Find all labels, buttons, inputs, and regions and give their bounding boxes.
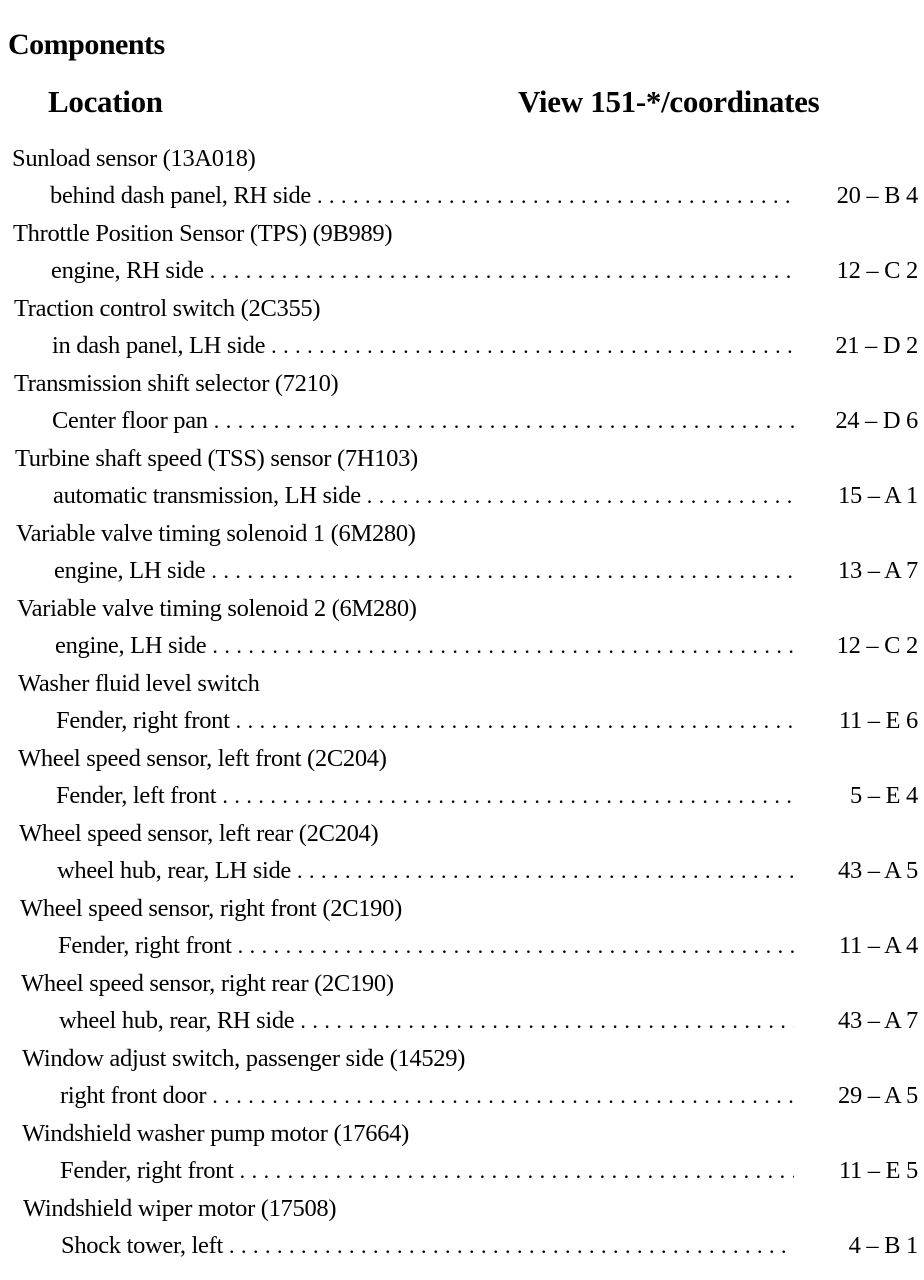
component-name: Washer fluid level switch [18, 670, 260, 697]
component-name: Traction control switch (2C355) [14, 295, 321, 322]
component-location-line [54, 555, 918, 587]
component-coordinate: 5 – E 4 [850, 782, 918, 809]
dot-leader [367, 480, 794, 512]
dot-leader [212, 630, 794, 662]
component-coordinate: 12 – C 2 [836, 257, 918, 284]
component-name: Variable valve timing solenoid 2 (6M280) [17, 595, 417, 622]
component-location: Center floor pan [52, 407, 208, 434]
component-location: in dash panel, LH side [52, 332, 266, 359]
dot-leader [222, 780, 794, 812]
component-location: Fender, right front [56, 707, 230, 734]
dot-leader [317, 180, 794, 212]
component-entry [0, 293, 924, 368]
component-coordinate: 12 – C 2 [836, 632, 918, 659]
component-location-line [60, 1080, 918, 1112]
component-name: Windshield washer pump motor (17664) [22, 1120, 409, 1147]
component-name: Wheel speed sensor, right rear (2C190) [21, 970, 394, 997]
component-list [0, 143, 924, 1268]
component-location-line [52, 405, 918, 437]
component-location-line [56, 780, 918, 812]
component-entry [0, 818, 924, 893]
component-name: Windshield wiper motor (17508) [23, 1195, 337, 1222]
component-location: wheel hub, rear, RH side [59, 1007, 295, 1034]
component-entry [0, 218, 924, 293]
component-coordinate: 21 – D 2 [835, 332, 918, 359]
component-coordinate: 24 – D 6 [835, 407, 918, 434]
view-column-header: View 151-*/coordinates [518, 84, 820, 119]
component-location-line [59, 1005, 918, 1037]
component-coordinate: 11 – A 4 [838, 932, 918, 959]
component-coordinate: 11 – E 6 [838, 707, 918, 734]
component-location: Shock tower, left [61, 1232, 223, 1259]
dot-leader [211, 555, 794, 587]
dot-leader [214, 405, 794, 437]
component-name: Variable valve timing solenoid 1 (6M280) [16, 520, 416, 547]
dot-leader [300, 1005, 794, 1037]
component-location: behind dash panel, RH side [50, 182, 311, 209]
component-location: Fender, left front [56, 782, 217, 809]
component-coordinate: 43 – A 5 [838, 857, 918, 884]
component-location-line [50, 180, 918, 212]
component-coordinate: 43 – A 7 [838, 1007, 918, 1034]
location-column-header: Location [48, 84, 163, 119]
component-location: engine, RH side [51, 257, 204, 284]
component-name: Wheel speed sensor, left rear (2C204) [19, 820, 379, 847]
component-entry [0, 593, 924, 668]
component-name: Turbine shaft speed (TSS) sensor (7H103) [15, 445, 418, 472]
component-entry [0, 1118, 924, 1193]
component-location-line [60, 1155, 918, 1187]
component-coordinate: 11 – E 5 [838, 1157, 918, 1184]
component-entry [0, 1043, 924, 1118]
dot-leader [271, 330, 794, 362]
component-location: wheel hub, rear, LH side [57, 857, 292, 884]
component-coordinate: 29 – A 5 [838, 1082, 918, 1109]
component-entry [0, 743, 924, 818]
component-entry [0, 1193, 924, 1268]
dot-leader [238, 930, 794, 962]
component-coordinate: 15 – A 1 [838, 482, 918, 509]
component-name: Transmission shift selector (7210) [14, 370, 339, 397]
component-entry [0, 893, 924, 968]
section-title: Components [8, 28, 165, 61]
component-location: right front door [60, 1082, 207, 1109]
component-location: engine, LH side [55, 632, 207, 659]
component-location-line [51, 255, 918, 287]
component-location-line [58, 930, 918, 962]
dot-leader [236, 705, 794, 737]
component-entry [0, 443, 924, 518]
component-name: Wheel speed sensor, left front (2C204) [18, 745, 387, 772]
dot-leader [212, 1080, 794, 1112]
component-location-line [57, 855, 918, 887]
component-coordinate: 20 – B 4 [836, 182, 918, 209]
component-location: automatic transmission, LH side [53, 482, 361, 509]
component-name: Throttle Position Sensor (TPS) (9B989) [13, 220, 393, 247]
component-location: Fender, right front [60, 1157, 234, 1184]
component-location-line [53, 480, 918, 512]
component-coordinate: 4 – B 1 [848, 1232, 918, 1259]
dot-leader [210, 255, 794, 287]
component-location-line [61, 1230, 918, 1262]
component-name: Wheel speed sensor, right front (2C190) [20, 895, 402, 922]
component-entry [0, 368, 924, 443]
dot-leader [297, 855, 794, 887]
component-name: Window adjust switch, passenger side (14529) [22, 1045, 466, 1072]
dot-leader [240, 1155, 794, 1187]
component-coordinate: 13 – A 7 [838, 557, 918, 584]
component-location-line [56, 705, 918, 737]
component-name: Sunload sensor (13A018) [12, 145, 256, 172]
component-location-line [52, 330, 918, 362]
dot-leader [229, 1230, 794, 1262]
component-location: engine, LH side [54, 557, 206, 584]
component-entry [0, 518, 924, 593]
component-entry [0, 143, 924, 218]
component-location-line [55, 630, 918, 662]
component-entry [0, 968, 924, 1043]
component-entry [0, 668, 924, 743]
component-location: Fender, right front [58, 932, 232, 959]
